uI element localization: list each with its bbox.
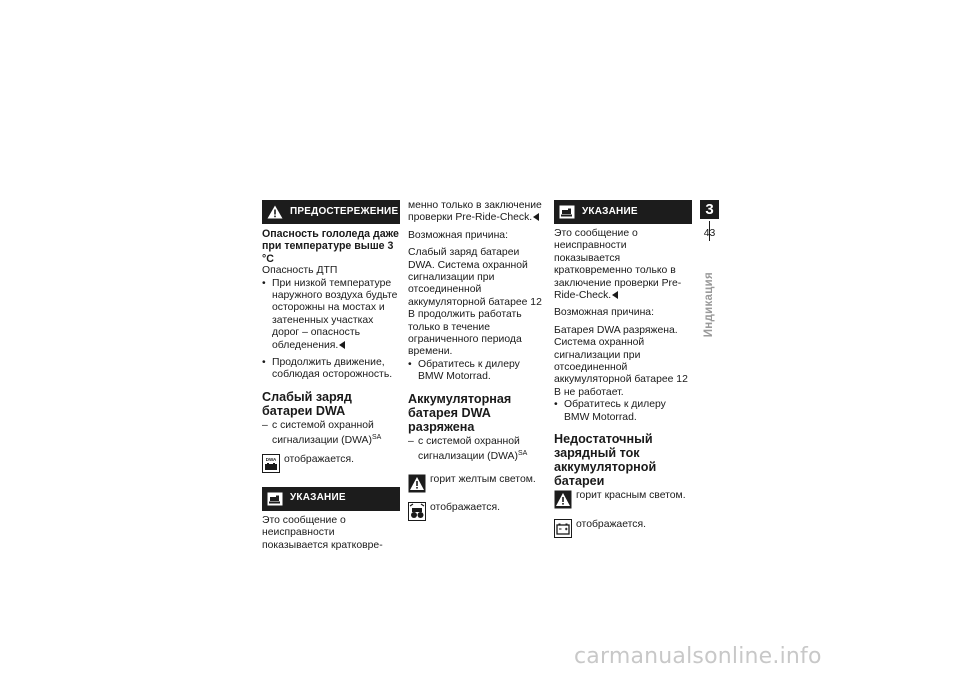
icon-row-text: отображается. bbox=[284, 453, 354, 465]
section-title-dwa-low: Слабый заряд батареи DWA bbox=[262, 389, 352, 418]
dash-item-text: с системой охранной сигнализации (DWA) bbox=[418, 435, 520, 463]
column-middle bbox=[408, 200, 546, 521]
warning-triangle-icon bbox=[554, 490, 572, 509]
chapter-number: 3 bbox=[700, 200, 719, 219]
end-marker-icon bbox=[339, 341, 345, 349]
warning-bullet-1-text: При низкой температуре наружного воздуха будьте осторожны на мостах и затененных участках дорог – опасность обледенения. bbox=[272, 277, 398, 351]
note-banner-label: УКАЗАНИЕ bbox=[290, 492, 346, 504]
section-title-charge-current: Недостаточный зарядный ток аккумуляторной батареи bbox=[554, 432, 657, 489]
warning-banner bbox=[262, 200, 400, 224]
cause-label: Возможная причина: bbox=[408, 229, 508, 241]
watermark: carmanualsonline.info bbox=[574, 644, 822, 669]
dealer-bullet-line2: BMW Motorrad. bbox=[564, 411, 637, 423]
cause-text: Слабый заряд батареи DWA. Система охранной сигнализации при отсоединенной аккумуляторной батарее 12 В продолжить работать только в течение ограниченного периода времени. bbox=[408, 247, 542, 358]
warning-danger: Опасность ДТП bbox=[262, 265, 338, 277]
note-text: Это сообщение о неисправности показывается кратковре- bbox=[262, 514, 383, 551]
icon-row-warning-text: горит желтым светом. bbox=[430, 473, 536, 485]
dealer-bullet-line1: Обратитесь к дилеру bbox=[564, 399, 666, 411]
warning-banner-label: ПРЕДОСТЕРЕЖЕНИЕ bbox=[290, 205, 399, 217]
end-marker-icon bbox=[612, 291, 618, 299]
icon-row-alarm bbox=[408, 502, 546, 521]
note-text: Это сообщение о неисправности показывается кратковременно только в заключение проверки Pre-Ride-Check. bbox=[554, 228, 682, 302]
column-right bbox=[554, 200, 692, 538]
warning-bullet-2-text: Продолжить движение, соблюдая осторожность. bbox=[272, 357, 393, 381]
icon-row-warning bbox=[554, 490, 692, 509]
sa-mark: SA bbox=[517, 450, 528, 458]
cause-label: Возможная причина: bbox=[554, 307, 654, 319]
dwa-battery-icon bbox=[262, 454, 280, 473]
warning-bullet-1: • При низкой температуре наружного воздуха будьте осторожны на мостах и затененных участках дорог – опасность обледенения. bbox=[262, 277, 398, 351]
note-continued: менно только в заключение проверки Pre-Ride-Check. bbox=[408, 200, 542, 224]
dealer-bullet: • Обратитесь к дилеру bbox=[408, 358, 520, 370]
dwa-alarm-icon bbox=[408, 502, 426, 521]
icon-row bbox=[262, 454, 400, 473]
icon-row-battery-text: отображается. bbox=[576, 519, 646, 531]
section-title-dwa-empty: Аккумуляторная батарея DWA разряжена bbox=[408, 391, 512, 434]
dealer-bullet-line2: BMW Motorrad. bbox=[418, 371, 491, 383]
note-banner bbox=[262, 487, 400, 511]
icon-row-alarm-text: отображается. bbox=[430, 501, 500, 513]
warning-triangle-icon bbox=[266, 204, 284, 220]
battery-icon bbox=[554, 519, 572, 538]
dealer-bullet-line1: Обратитесь к дилеру bbox=[418, 358, 520, 370]
note-continued-text bbox=[408, 200, 546, 225]
column-left bbox=[262, 200, 400, 552]
warning-triangle-icon bbox=[408, 474, 426, 493]
icon-row-warning bbox=[408, 474, 546, 493]
note-hand-icon bbox=[558, 204, 576, 220]
sa-mark: SA bbox=[371, 434, 382, 442]
warning-bullet-2: • Продолжить движение, соблюдая осторожность. bbox=[262, 357, 393, 381]
note-banner-label: УКАЗАНИЕ bbox=[582, 205, 638, 217]
dash-item: – с системой охранной сигнализации (DWA)$^{SA}$ bbox=[262, 419, 382, 447]
note-banner bbox=[554, 200, 692, 224]
svg-text:DWA: DWA bbox=[265, 456, 277, 462]
note-text-wrap bbox=[554, 228, 692, 302]
dealer-bullet: • Обратитесь к дилеру bbox=[554, 399, 666, 411]
dash-item-text: с системой охранной сигнализации (DWA) bbox=[272, 419, 374, 447]
page-number: 43 bbox=[703, 228, 716, 239]
end-marker-icon bbox=[533, 213, 539, 221]
warning-title: Опасность гололеда даже при температуре выше 3 °C bbox=[262, 228, 399, 265]
note-hand-icon bbox=[266, 491, 284, 507]
icon-row-warning-text: горит красным светом. bbox=[576, 490, 686, 502]
section-name: Индикация bbox=[703, 272, 715, 338]
dash-item: – с системой охранной сигнализации (DWA)$^{SA}$ bbox=[408, 435, 528, 463]
cause-text: Батарея DWA разряжена. Система охранной сигнализации при отсоединенной аккумуляторной батарее 12 В не работает. bbox=[554, 324, 688, 398]
icon-row-battery bbox=[554, 519, 692, 538]
